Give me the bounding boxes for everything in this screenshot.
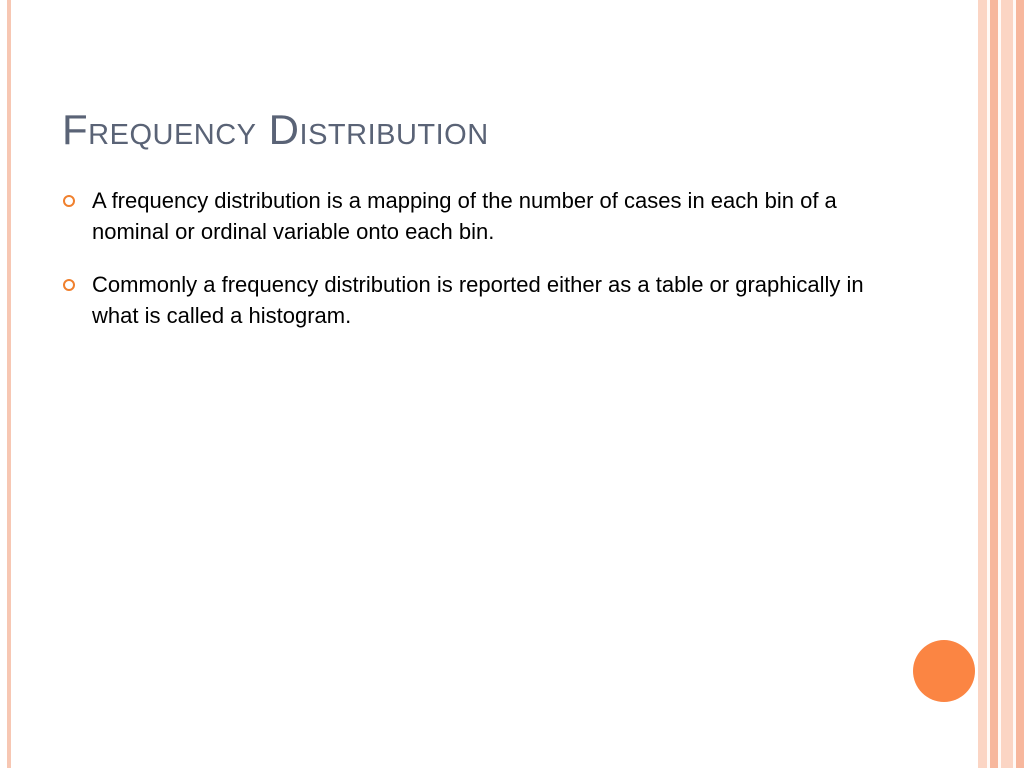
bullet-item bbox=[62, 269, 882, 331]
bullet-item bbox=[62, 185, 882, 247]
right-border-stripe bbox=[978, 0, 987, 768]
left-border-line bbox=[7, 0, 11, 768]
bullet-text: A frequency distribution is a mapping of the number of cases in each bin of a nominal or ordinal variable onto each bin. bbox=[92, 188, 837, 244]
slide-title: Frequency Distribution bbox=[62, 106, 489, 153]
right-border-stripe bbox=[990, 0, 998, 768]
right-border-stripe bbox=[1001, 0, 1013, 768]
bullet-ring-icon bbox=[63, 279, 75, 291]
bullet-list bbox=[62, 185, 882, 353]
accent-circle-decoration bbox=[913, 640, 975, 702]
bullet-ring-icon bbox=[63, 195, 75, 207]
bullet-text: Commonly a frequency distribution is reported either as a table or graphically in what is called a histogram. bbox=[92, 272, 864, 328]
right-border-stripe bbox=[1016, 0, 1024, 768]
